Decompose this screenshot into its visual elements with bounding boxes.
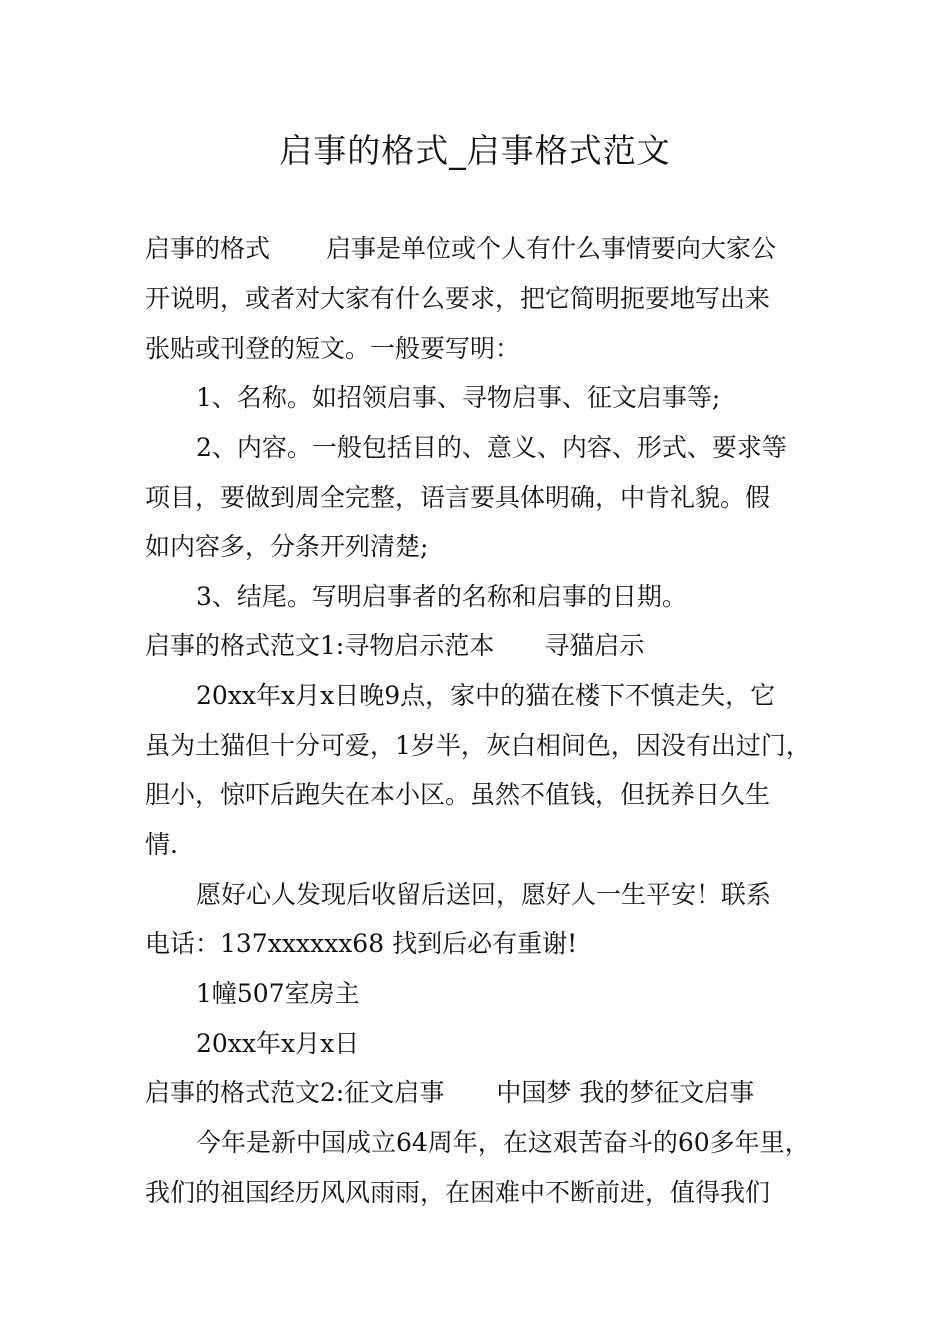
line-text: 中国梦 我的梦征文启事 — [496, 1078, 755, 1107]
paragraph-line: 电话：137xxxxxx68 找到后必有重谢! — [145, 929, 578, 958]
list-item-line: 2、内容。一般包括目的、意义、内容、形式、要求等 — [196, 433, 787, 462]
paragraph-line: 今年是新中国成立64周年，在这艰苦奋斗的60多年里， — [196, 1128, 810, 1157]
list-item-line: 3、结尾。写明启事者的名称和启事的日期。 — [196, 582, 687, 611]
section-heading: 启事的格式范文2:征文启事 — [145, 1078, 445, 1107]
line-text: 寻猫启示 — [544, 631, 645, 660]
paragraph-line: 虽为土猫但十分可爱，1岁半，灰白相间色，因没有出过门， — [145, 731, 811, 760]
section-heading: 启事的格式范文1:寻物启示范本 — [145, 631, 495, 660]
paragraph-line: 胆小，惊吓后跑失在本小区。虽然不值钱，但抚养日久生 — [145, 780, 771, 809]
signature-line: 1幢507室房主 — [196, 979, 360, 1008]
paragraph-line: 愿好心人发现后收留后送回，愿好人一生平安！联系 — [196, 880, 772, 909]
paragraph-line: 开说明，或者对大家有什么要求，把它简明扼要地写出来 — [145, 284, 771, 313]
document-title: 启事的格式_启事格式范文 — [279, 131, 671, 170]
section-heading: 启事的格式 — [145, 234, 271, 263]
paragraph-line: 项目，要做到周全完整，语言要具体明确，中肯礼貌。假 — [145, 483, 771, 512]
list-item-line: 1、名称。如招领启事、寻物启事、征文启事等; — [196, 383, 721, 412]
date-line: 20xx年x月x日 — [196, 1029, 360, 1058]
paragraph-line: 如内容多，分条开列清楚; — [145, 532, 429, 561]
line-text: 启事是单位或个人有什么事情要向大家公 — [326, 234, 777, 263]
paragraph-line — [145, 631, 644, 661]
paragraph-line — [145, 1078, 754, 1108]
paragraph-line: 20xx年x月x日晚9点，家中的猫在楼下不慎走失，它 — [196, 681, 776, 710]
paragraph-line: 我们的祖国经历风风雨雨，在困难中不断前进，值得我们 — [145, 1178, 771, 1207]
paragraph-line: 情. — [145, 830, 178, 859]
paragraph-line: 张贴或刊登的短文。一般要写明： — [145, 334, 521, 363]
paragraph-line — [145, 234, 776, 264]
